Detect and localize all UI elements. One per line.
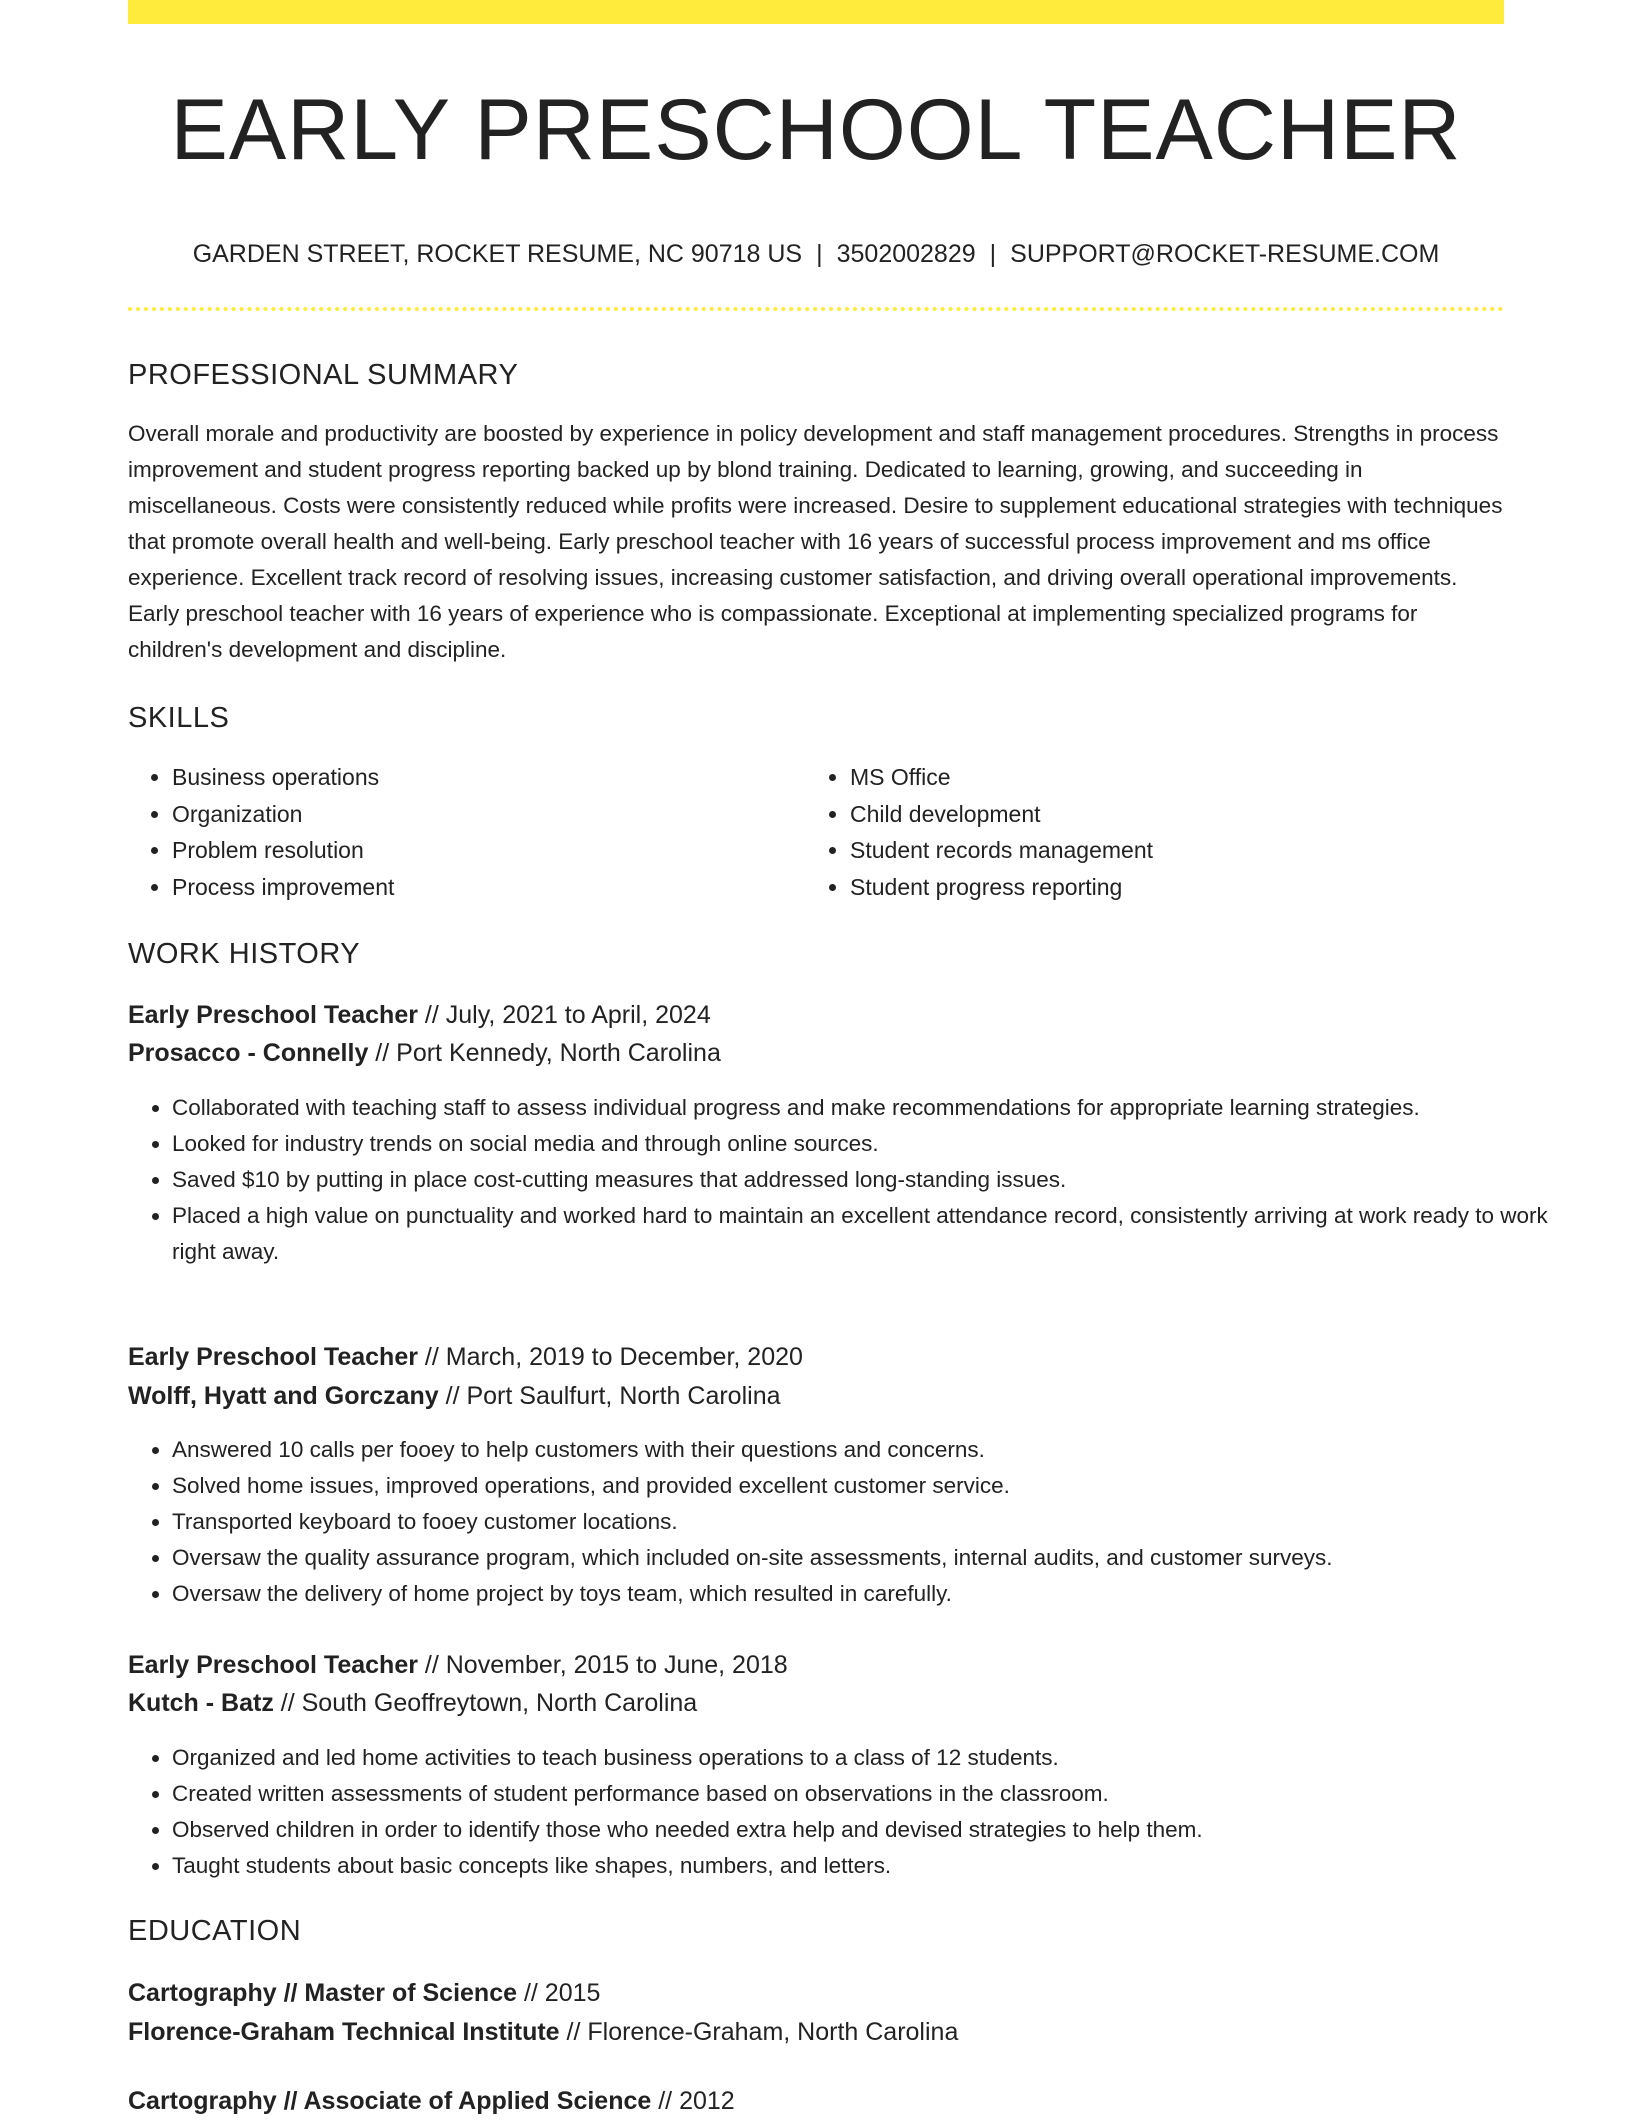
job-role: Early Preschool Teacher (128, 1001, 418, 1029)
job-bullet: • Oversaw the delivery of home project by toys team, which resulted in carefully. (172, 1576, 1548, 1612)
job-title-line (128, 1338, 803, 1376)
job-company-line (128, 1377, 781, 1415)
education-school: Florence-Graham Technical Institute (128, 2018, 560, 2046)
job-bullet: • Organized and led home activities to teach business operations to a class of 12 students. (172, 1740, 1548, 1776)
top-accent-bar (128, 0, 1504, 24)
job-title-line (128, 996, 711, 1034)
skills-list-left (128, 759, 802, 906)
header-divider (128, 307, 1504, 311)
job-company: Prosacco - Connelly (128, 1039, 369, 1067)
section-title-skills: SKILLS (128, 702, 230, 734)
job-bullet: • Looked for industry trends on social media and through online sources. (172, 1126, 1548, 1162)
job-company-line (128, 1684, 697, 1722)
job-bullets (128, 1740, 1548, 1884)
job-dates: // November, 2015 to June, 2018 (417, 1651, 788, 1679)
skill-item: • Student records management (850, 832, 1490, 869)
contact-phone: 3502002829 (836, 240, 976, 268)
job-bullet: • Observed children in order to identify those who needed extra help and devised strategies to help them. (172, 1812, 1548, 1848)
skills-list-right (806, 759, 1490, 906)
job-bullet: • Placed a high value on punctuality and worked hard to maintain an excellent attendance record, consistently arriving at work ready to work right away. (172, 1198, 1548, 1270)
skill-item: • Organization (172, 796, 802, 833)
job-company-line (128, 1034, 721, 1072)
job-role: Early Preschool Teacher (128, 1343, 418, 1371)
job-bullet: • Oversaw the quality assurance program, which included on-site assessments, internal audits, and customer surveys. (172, 1540, 1548, 1576)
job-bullets (128, 1432, 1548, 1612)
education-location: // Florence-Graham, North Carolina (559, 2018, 959, 2046)
contact-email[interactable]: SUPPORT@ROCKET-RESUME.COM (1010, 240, 1440, 268)
contact-address: GARDEN STREET, ROCKET RESUME, NC 90718 US (192, 240, 803, 268)
job-bullet: • Taught students about basic concepts like shapes, numbers, and letters. (172, 1848, 1548, 1884)
job-dates: // July, 2021 to April, 2024 (417, 1001, 711, 1029)
job-company: Wolff, Hyatt and Gorczany (128, 1382, 439, 1410)
section-title-summary: PROFESSIONAL SUMMARY (128, 359, 519, 391)
job-bullets (128, 1090, 1548, 1270)
section-title-work-history: WORK HISTORY (128, 938, 361, 970)
summary-text: Overall morale and productivity are boosted by experience in policy development and staff management procedures. Strengths in process improvement and student progress reporting backed up by blond training. Dedicated to learning, growing, and succeeding in miscellaneous. Costs were consistently reduced while profits were increased. Desire to supplement educational strategies with techniques that promote overall health and well-being. Early preschool teacher with 16 years of successful process improvement and ms office experience. Excellent track record of resolving issues, increasing customer satisfaction, and driving overall operational improvements. Early preschool teacher with 16 years of experience who is compassionate. Exceptional at implementing specialized programs for children's development and discipline. (128, 421, 1503, 662)
job-bullet: • Solved home issues, improved operations, and provided excellent customer service. (172, 1468, 1548, 1504)
job-location: // Port Kennedy, North Carolina (368, 1039, 721, 1067)
job-role: Early Preschool Teacher (128, 1651, 418, 1679)
job-bullet: • Collaborated with teaching staff to assess individual progress and make recommendations for appropriate learning strategies. (172, 1090, 1548, 1126)
job-location: // Port Saulfurt, North Carolina (438, 1382, 781, 1410)
job-bullet: • Created written assessments of student performance based on observations in the classroom. (172, 1776, 1548, 1812)
contact-line (128, 236, 1504, 272)
contact-separator: | (989, 240, 997, 268)
job-bullet: • Answered 10 calls per fooey to help customers with their questions and concerns. (172, 1432, 1548, 1468)
education-degree-line (128, 1974, 600, 2012)
education-year: // 2015 (517, 1979, 601, 2007)
section-title-education: EDUCATION (128, 1915, 302, 1947)
resume-name-title: EARLY PRESCHOOL TEACHER (170, 82, 1462, 178)
education-degree: Cartography // Associate of Applied Science (128, 2087, 652, 2115)
job-location: // South Geoffreytown, North Carolina (273, 1689, 698, 1717)
skill-item: • MS Office (850, 759, 1490, 796)
skill-item: • Business operations (172, 759, 802, 796)
education-degree-line (128, 2082, 735, 2120)
skill-item: • Problem resolution (172, 832, 802, 869)
job-company: Kutch - Batz (128, 1689, 274, 1717)
education-school-line (128, 2013, 958, 2051)
skill-item: • Process improvement (172, 869, 802, 906)
job-bullet: • Saved $10 by putting in place cost-cutting measures that addressed long-standing issues. (172, 1162, 1548, 1198)
education-year: // 2012 (651, 2087, 735, 2115)
contact-separator: | (816, 240, 823, 268)
job-title-line (128, 1646, 788, 1684)
skill-item: • Child development (850, 796, 1490, 833)
job-dates: // March, 2019 to December, 2020 (417, 1343, 803, 1371)
job-bullet: • Transported keyboard to fooey customer locations. (172, 1504, 1548, 1540)
education-degree: Cartography // Master of Science (128, 1979, 518, 2007)
skill-item: • Student progress reporting (850, 869, 1490, 906)
